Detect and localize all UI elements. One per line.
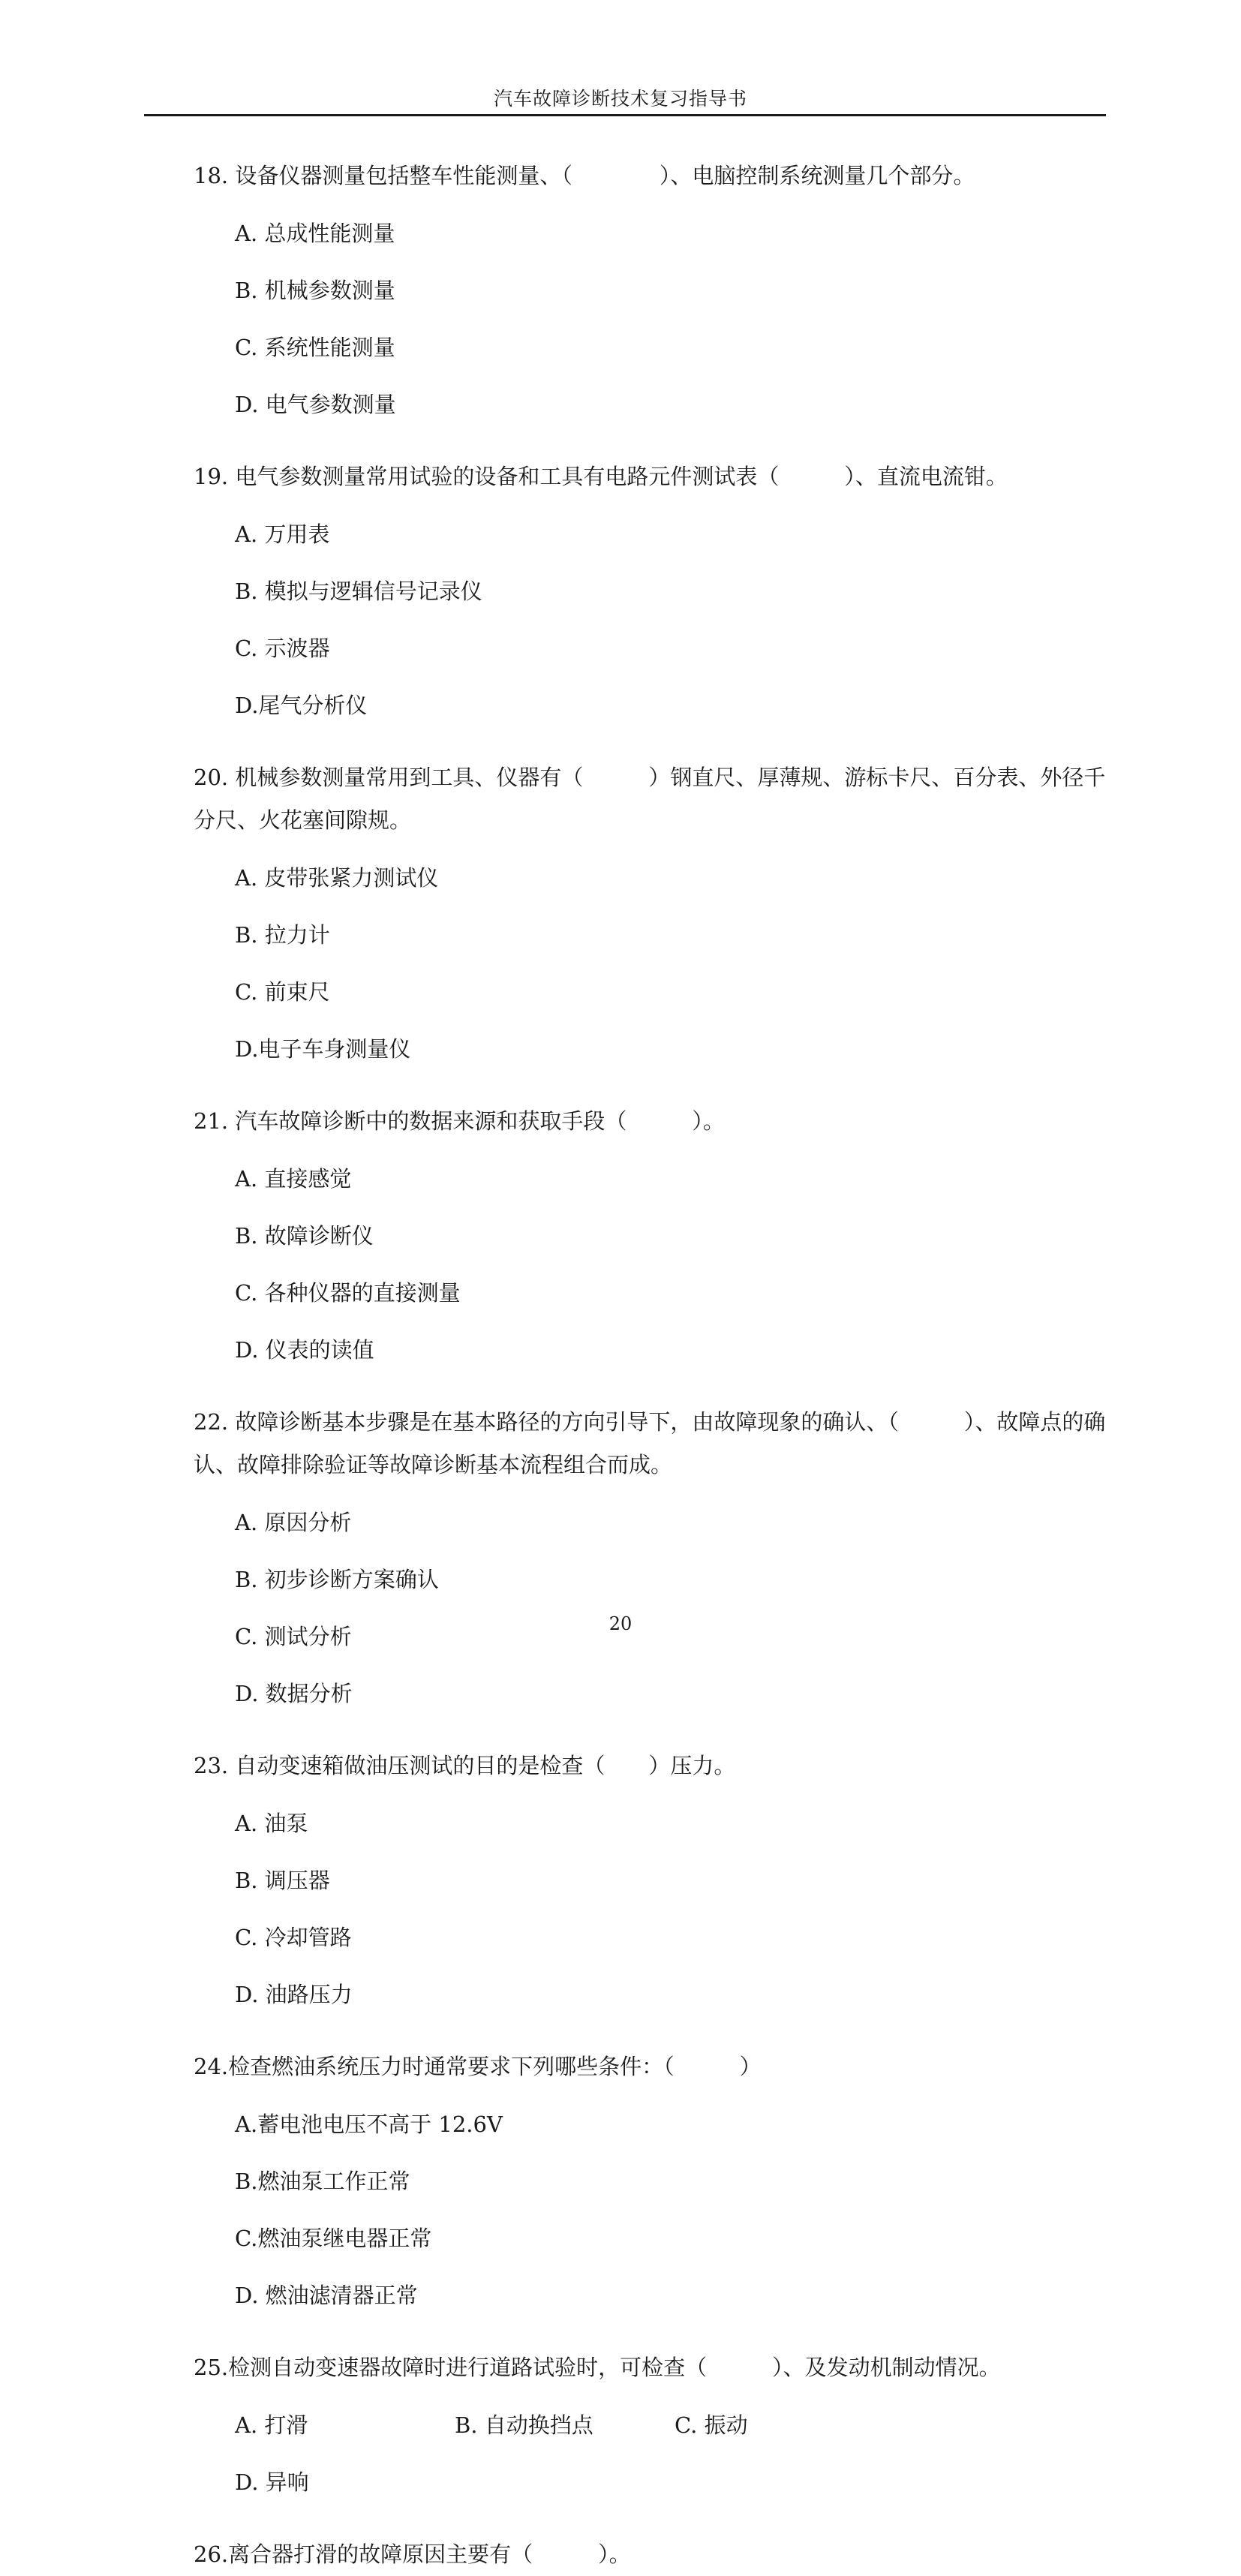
option-21-c: C. 各种仪器的直接测量	[235, 1280, 461, 1306]
option-25-d: D. 异响	[235, 2469, 309, 2495]
option-21-a: A. 直接感觉	[235, 1166, 352, 1192]
options-25	[235, 2404, 1106, 2518]
option-23-c: C. 冷却管路	[235, 1925, 352, 1950]
option-25-c: C. 振动	[675, 2412, 748, 2438]
option-19-c: C. 示波器	[235, 636, 330, 661]
options-24	[235, 2103, 1106, 2331]
options-18	[235, 212, 1106, 440]
option-24-a: A.蓄电池电压不高于 12.6V	[235, 2112, 503, 2137]
option-21-b: B. 故障诊断仪	[235, 1223, 374, 1249]
option-18-d: D. 电气参数测量	[235, 392, 396, 417]
option-23-d: D. 油路压力	[235, 1982, 353, 2007]
option-19-b: B. 模拟与逻辑信号记录仪	[235, 579, 482, 604]
option-22-c: C. 测试分析	[235, 1624, 352, 1649]
option-23-b: B. 调压器	[235, 1868, 330, 1893]
options-20	[235, 857, 1106, 1085]
question-22: 22. 故障诊断基本步骤是在基本路径的方向引导下，由故障现象的确认、（ ）、故障点的确认、故障排除验证等故障诊断基本流程组合而成。	[194, 1409, 1106, 1477]
option-18-a: A. 总成性能测量	[235, 221, 395, 246]
option-20-d: D.电子车身测量仪	[235, 1036, 411, 1062]
question-23: 23. 自动变速箱做油压测试的目的是检查（ ）压力。	[194, 1753, 736, 1778]
option-25-b: B. 自动换挡点	[455, 2412, 593, 2438]
options-21	[235, 1158, 1106, 1386]
question-19: 19. 电气参数测量常用试验的设备和工具有电路元件测试表（ ）、直流电流钳。	[194, 464, 1008, 489]
running-header: 汽车故障诊断技术复习指导书	[493, 88, 747, 110]
option-24-d: D. 燃油滤清器正常	[235, 2283, 418, 2308]
options-23	[235, 1802, 1106, 2030]
option-19-a: A. 万用表	[235, 522, 330, 547]
option-24-c: C.燃油泵继电器正常	[235, 2226, 432, 2251]
option-20-c: C. 前束尺	[235, 979, 330, 1005]
question-18: 18. 设备仪器测量包括整车性能测量、（ ）、电脑控制系统测量几个部分。	[194, 163, 975, 188]
option-19-d: D.尾气分析仪	[235, 693, 368, 718]
option-22-a: A. 原因分析	[235, 1510, 352, 1535]
question-20: 20. 机械参数测量常用到工具、仪器有（ ）钢直尺、厚薄规、游标卡尺、百分表、外径千分尺、火花塞间隙规。	[194, 765, 1106, 833]
page-number: 20	[608, 1613, 633, 1634]
question-26: 26.离合器打滑的故障原因主要有（ ）。	[194, 2541, 631, 2567]
option-25-a: A. 打滑	[235, 2412, 308, 2438]
option-20-a: A. 皮带张紧力测试仪	[235, 865, 439, 891]
question-24: 24.检查燃油系统压力时通常要求下列哪些条件：（ ）	[194, 2054, 762, 2079]
option-18-c: C. 系统性能测量	[235, 335, 395, 360]
options-19	[235, 513, 1106, 741]
question-21: 21. 汽车故障诊断中的数据来源和获取手段（ ）。	[194, 1108, 725, 1134]
header-rule	[144, 114, 1106, 116]
option-23-a: A. 油泵	[235, 1811, 308, 1836]
question-list	[194, 155, 1106, 2576]
option-21-d: D. 仪表的读值	[235, 1337, 374, 1363]
option-20-b: B. 拉力计	[235, 922, 330, 948]
option-18-b: B. 机械参数测量	[235, 278, 395, 303]
option-22-b: B. 初步诊断方案确认	[235, 1567, 439, 1592]
option-24-b: B.燃油泵工作正常	[235, 2169, 410, 2194]
question-25: 25.检测自动变速器故障时进行道路试验时，可检查（ ）、及发动机制动情况。	[194, 2355, 1001, 2380]
option-22-d: D. 数据分析	[235, 1681, 353, 1706]
